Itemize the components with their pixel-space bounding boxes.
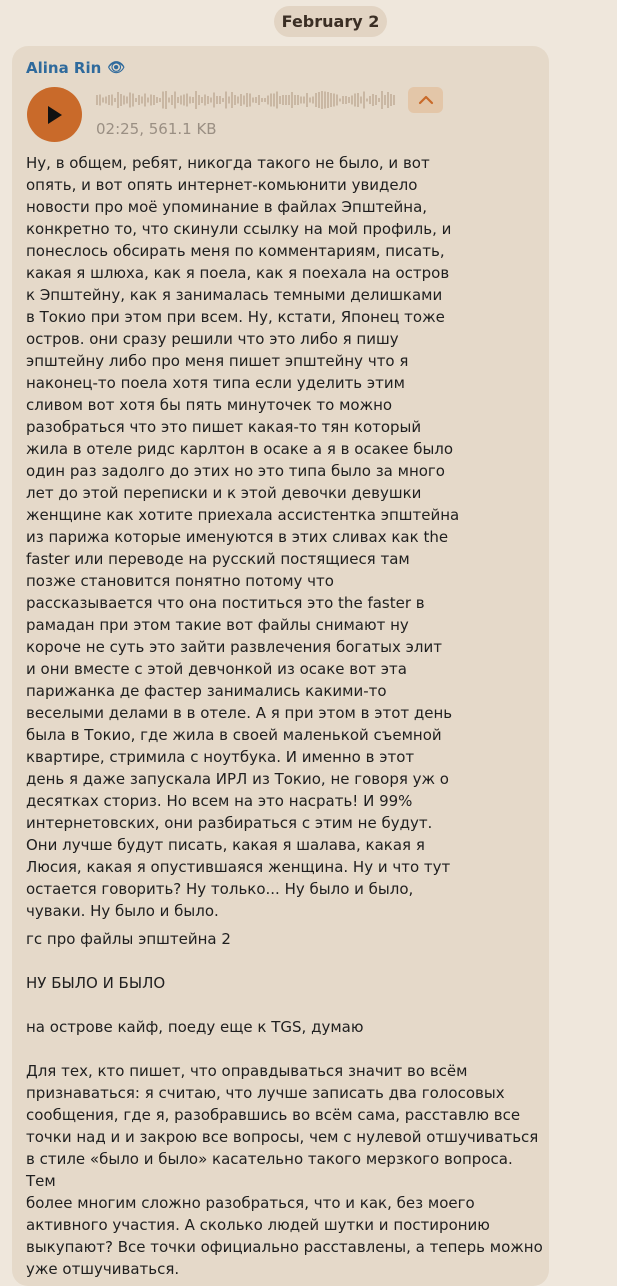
waveform-bar [174,92,176,109]
waveform-bar [150,95,152,106]
waveform-bar [195,91,197,109]
waveform-bar [246,93,248,107]
waveform-bar [291,92,293,108]
waveform-bar [279,96,281,104]
waveform-bar [243,96,245,105]
waveform-bar [381,91,383,109]
waveform-bar [147,98,149,103]
play-icon [45,104,65,126]
waveform-bar [129,93,131,108]
waveform-bar [183,95,185,106]
waveform-bar [258,95,260,105]
waveform-bar [330,93,332,107]
waveform-bar [339,99,341,102]
waveform-bar [237,97,239,104]
waveform-bar [333,94,335,107]
waveform-bar [327,92,329,108]
waveform-bar [276,92,278,109]
waveform-bar [264,98,266,102]
waveform-bar [135,98,137,102]
waveform-bar [153,95,155,105]
waveform-bar [198,95,200,105]
waveform-bar [282,95,284,105]
waveform-bar [234,95,236,105]
waveform-bar [201,97,203,103]
waveform-bar [369,96,371,104]
message-line-island: на острове кайф, поеду еще к TGS, думаю [26,1018,364,1036]
waveform-bar [126,97,128,104]
sender-name[interactable] [26,57,125,79]
waveform-bar [384,95,386,105]
sender-label[interactable]: Alina Rin [26,59,102,77]
waveform-bar [204,95,206,106]
waveform-bar [138,95,140,105]
waveform-bar [189,97,191,104]
waveform[interactable] [96,89,396,111]
eye-icon: 👁 [107,60,126,76]
waveform-bar [117,92,119,108]
waveform-bar [321,91,323,109]
waveform-bar [231,92,233,108]
play-button[interactable] [27,87,82,142]
waveform-bar [261,98,263,102]
waveform-bar [309,98,311,103]
waveform-bar [357,93,359,107]
waveform-bar [141,97,143,104]
waveform-bar [162,92,164,109]
waveform-bar [159,98,161,102]
waveform-bar [207,96,209,104]
waveform-bar [285,95,287,105]
waveform-bar [144,94,146,107]
waveform-bar [228,97,230,104]
waveform-bar [219,96,221,104]
waveform-bar [288,95,290,105]
waveform-bar [102,98,104,103]
waveform-bar [255,97,257,103]
waveform-bar [351,96,353,105]
waveform-bar [360,97,362,104]
waveform-bar [210,98,212,103]
voice-transcript: Ну, в общем, ребят, никогда такого не было, и вот опять, и вот опять интернет-комьюнити увидело новости про моё упоминание в файлах Эпштейна, конкретно то, что скинули ссылку на мой профиль, и понеслось обсирать меня по комментариям, писать, какая я шлюха, как я поела, как я поехала на остров к Эпштейну, как я занималась темными делишками в Токио при этом при всем. Ну, кстати, Японец тоже остров. они сразу решили что это либо я пишу эпштейну либо про меня пишет эпштейну что я наконец-то поела хотя типа если уделить этим сливом вот хотя бы пять минуточек то можно разобраться что это пишет какая-то тян который жила в отеле ридс карлтон в осаке а я в осакее было один раз задолго до этих но это типа было за много лет до этой переписки и к этой девочки девушки женщине как хотите приехала ассистентка эпштейна из парижа которые именуются в этих сливах как the faster или переводе на русский постящиеся там позже становится понятно потому что рассказывается что она поститься это the faster в рамадан при этом такие вот файлы снимают ну короче не суть это зайти развлечения богатых элит и они вместе с этой девчонкой из осаке вот эта парижанка де фастер занимались какими-то веселыми делами в в отеле. А я при этом в этот день была в Токио, где жила в своей маленькой съемной квартире, стримила с ноутбука. И именно в этот день я даже запускала ИРЛ из Токио, не говоря уж о десятках сториз. Но всем на это насрать! И 99% интернетовских, они разбираться с этим не будут. Они лучше будут писать, какая я шалава, какая я Люсия, какая я опустившаяся женщина. Ну и что тут остается говорить? Ну только... Ну было и было, чуваки. Ну было и было. [26,154,460,920]
voice-duration-size: 02:25, 561.1 KB [96,120,217,138]
message-line-caps: НУ БЫЛО И БЫЛО [26,974,166,992]
waveform-bar [375,95,377,105]
waveform-bar [171,95,173,105]
waveform-bar [99,95,101,106]
waveform-bar [363,92,365,109]
waveform-bar [372,94,374,106]
message-paragraph-final: Для тех, кто пишет, что оправдываться значит во всём признаваться: я считаю, что лучше записать два голосовых сообщения, где я, разобравшись во всём сама, расставлю все точки над и и закрою все вопросы, чем с нулевой отшучиваться в стиле «было и было» касательно такого мерзкого вопроса. Тем более многим сложно разобраться, что и как, без моего активного участия. А сколько людей шутки и постиронию выкупают? Все точки официально расставлены, а теперь можно уже отшучиваться. [26,1062,543,1278]
waveform-bar [216,96,218,104]
waveform-bar [177,97,179,103]
waveform-bar [390,94,392,106]
waveform-bar [378,98,380,102]
waveform-bar [156,97,158,103]
chevron-up-icon [417,94,435,106]
waveform-bar [306,93,308,107]
waveform-bar [105,97,107,104]
waveform-bar [345,96,347,104]
waveform-bar [96,95,98,105]
waveform-bar [267,96,269,105]
waveform-bar [324,92,326,109]
waveform-bar [165,91,167,109]
date-label: February 2 [281,12,380,31]
waveform-bar [303,97,305,104]
waveform-bar [348,97,350,103]
waveform-bar [213,93,215,108]
waveform-bar [342,96,344,104]
waveform-bar [312,97,314,104]
waveform-bar [270,94,272,107]
waveform-bar [192,97,194,103]
waveform-bar [366,99,368,102]
waveform-bar [120,94,122,106]
waveform-bar [240,94,242,106]
waveform-bar [300,97,302,104]
waveform-bar [315,93,317,107]
waveform-bar [108,95,110,105]
waveform-bar [111,95,113,106]
waveform-bar [132,94,134,107]
waveform-bar [318,92,320,108]
waveform-bar [123,96,125,105]
waveform-bar [294,95,296,105]
waveform-bar [387,92,389,108]
waveform-bar [297,95,299,105]
waveform-bar [225,92,227,109]
waveform-bar [249,94,251,107]
waveform-bar [252,98,254,103]
waveform-bar [114,98,116,102]
message-caption: гс про файлы эпштейна 2 [26,930,231,948]
date-separator [274,6,387,37]
waveform-bar [273,94,275,107]
waveform-bar [222,98,224,102]
expand-transcript-button[interactable] [408,87,443,113]
waveform-bar [168,98,170,103]
waveform-bar [336,95,338,106]
waveform-bar [186,94,188,107]
waveform-bar [393,95,395,105]
waveform-bar [354,94,356,107]
waveform-bar [180,96,182,105]
